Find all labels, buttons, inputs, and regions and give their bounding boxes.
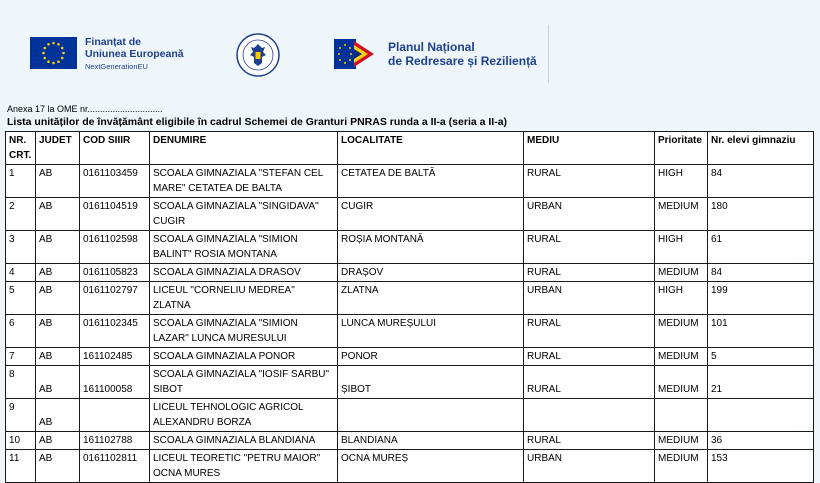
table-row (6, 282, 814, 315)
schools-table (5, 131, 814, 483)
cell-denumire: LICEUL "CORNELIU MEDREA" ZLATNA (150, 282, 338, 315)
cell-judet: AB (36, 165, 80, 198)
table-row (6, 366, 814, 399)
cell-judet: AB (36, 231, 80, 264)
cell-localitate: ROȘIA MONTANĂ (338, 231, 524, 264)
cell-judet: AB (36, 399, 80, 432)
cell-localitate: DRAȘOV (338, 264, 524, 282)
cell-elevi: 5 (708, 348, 814, 366)
cell-mediu: RURAL (524, 432, 655, 450)
cell-localitate: PONOR (338, 348, 524, 366)
cell-elevi: 36 (708, 432, 814, 450)
cell-localitate: CETATEA DE BALTĂ (338, 165, 524, 198)
cell-denumire: SCOALA GIMNAZIALA "STEFAN CEL MARE" CETATEA DE BALTA (150, 165, 338, 198)
cell-judet: AB (36, 450, 80, 483)
cell-localitate: CUGIR (338, 198, 524, 231)
cell-judet: AB (36, 264, 80, 282)
table-row (6, 315, 814, 348)
cell-denumire: LICEUL TEHNOLOGIC AGRICOL ALEXANDRU BORZA (150, 399, 338, 432)
cell-cod: 0161103459 (80, 165, 150, 198)
cell-elevi: 84 (708, 165, 814, 198)
cell-cod: 0161102797 (80, 282, 150, 315)
cell-mediu: RURAL (524, 348, 655, 366)
header-judet: JUDET (36, 132, 80, 165)
header-mediu: MEDIU (524, 132, 655, 165)
document-header (0, 0, 820, 100)
cell-denumire: SCOALA GIMNAZIALA "SINGIDAVA" CUGIR (150, 198, 338, 231)
cell-elevi: 21 (708, 366, 814, 399)
cell-nr: 9 (6, 399, 36, 432)
cell-cod: 0161105823 (80, 264, 150, 282)
cell-localitate: OCNA MUREȘ (338, 450, 524, 483)
cell-localitate: LUNCA MUREȘULUI (338, 315, 524, 348)
table-row (6, 432, 814, 450)
table-row (6, 198, 814, 231)
cell-judet: AB (36, 366, 80, 399)
cell-nr: 8 (6, 366, 36, 399)
table-row (6, 450, 814, 483)
cell-mediu: RURAL (524, 264, 655, 282)
cell-nr: 7 (6, 348, 36, 366)
cell-elevi: 61 (708, 231, 814, 264)
cell-elevi: 153 (708, 450, 814, 483)
cell-mediu: URBAN (524, 450, 655, 483)
cell-cod: 0161102811 (80, 450, 150, 483)
romanian-government-seal-icon (236, 33, 280, 77)
eu-funding-line-2: Uniunea Europeană (85, 48, 184, 60)
pnrr-line-2: de Redresare și Reziliență (388, 54, 537, 68)
cell-localitate: BLANDIANA (338, 432, 524, 450)
pnrr-label (388, 40, 558, 68)
header-denumire: DENUMIRE (150, 132, 338, 165)
cell-mediu: URBAN (524, 198, 655, 231)
document-title: Lista unităților de învățământ eligibile în cadrul Schemei de Granturi PNRAS runda a II-a (seria a II-a) (7, 116, 508, 128)
eu-funding-line-1: Finanțat de (85, 36, 142, 48)
header-divider (548, 25, 549, 83)
cell-judet: AB (36, 315, 80, 348)
cell-elevi: 84 (708, 264, 814, 282)
cell-elevi (708, 399, 814, 432)
pnrr-logo-icon (334, 39, 382, 69)
cell-mediu: RURAL (524, 165, 655, 198)
cell-judet: AB (36, 348, 80, 366)
cell-nr: 6 (6, 315, 36, 348)
cell-nr: 11 (6, 450, 36, 483)
cell-judet: AB (36, 432, 80, 450)
eu-flag-icon (30, 37, 77, 69)
header-nr: NR. CRT. (6, 132, 36, 165)
cell-mediu: RURAL (524, 366, 655, 399)
cell-mediu: RURAL (524, 231, 655, 264)
table-row (6, 231, 814, 264)
cell-cod: 161102788 (80, 432, 150, 450)
table-header-row (6, 132, 814, 165)
table-row (6, 264, 814, 282)
annex-reference: Anexa 17 la OME nr.............................. (7, 104, 163, 114)
cell-nr: 3 (6, 231, 36, 264)
cell-nr: 5 (6, 282, 36, 315)
eu-funding-line-3: NextGenerationEU (85, 62, 148, 71)
cell-mediu (524, 399, 655, 432)
cell-judet: AB (36, 282, 80, 315)
cell-elevi: 199 (708, 282, 814, 315)
table-row (6, 399, 814, 432)
cell-nr: 1 (6, 165, 36, 198)
header-elevi: Nr. elevi gimnaziu (708, 132, 814, 165)
header-cod: COD SIIIR (80, 132, 150, 165)
cell-denumire: SCOALA GIMNAZIALA BLANDIANA (150, 432, 338, 450)
cell-denumire: SCOALA GIMNAZIALA DRASOV (150, 264, 338, 282)
cell-prioritate (655, 399, 708, 432)
cell-prioritate: MEDIUM (655, 315, 708, 348)
cell-cod: 0161102345 (80, 315, 150, 348)
cell-denumire: SCOALA GIMNAZIALA "SIMION LAZAR" LUNCA MURESULUI (150, 315, 338, 348)
cell-localitate (338, 399, 524, 432)
cell-cod: 0161102598 (80, 231, 150, 264)
cell-prioritate: MEDIUM (655, 450, 708, 483)
pnrr-line-1: Planul Național (388, 40, 475, 54)
cell-localitate: ZLATNA (338, 282, 524, 315)
cell-elevi: 101 (708, 315, 814, 348)
cell-cod: 161100058 (80, 366, 150, 399)
cell-prioritate: MEDIUM (655, 366, 708, 399)
header-localitate: LOCALITATE (338, 132, 524, 165)
cell-denumire: SCOALA GIMNAZIALA PONOR (150, 348, 338, 366)
cell-nr: 2 (6, 198, 36, 231)
cell-mediu: RURAL (524, 315, 655, 348)
cell-prioritate: MEDIUM (655, 348, 708, 366)
cell-nr: 10 (6, 432, 36, 450)
cell-prioritate: MEDIUM (655, 264, 708, 282)
cell-judet: AB (36, 198, 80, 231)
cell-prioritate: MEDIUM (655, 198, 708, 231)
cell-denumire: SCOALA GIMNAZIALA "SIMION BALINT" ROSIA MONTANA (150, 231, 338, 264)
cell-nr: 4 (6, 264, 36, 282)
cell-cod (80, 399, 150, 432)
cell-localitate: ȘIBOT (338, 366, 524, 399)
eu-funding-label (85, 36, 215, 73)
table-row (6, 348, 814, 366)
table-row (6, 165, 814, 198)
cell-prioritate: MEDIUM (655, 432, 708, 450)
cell-mediu: URBAN (524, 282, 655, 315)
cell-elevi: 180 (708, 198, 814, 231)
header-prioritate: Prioritate (655, 132, 708, 165)
cell-cod: 161102485 (80, 348, 150, 366)
cell-prioritate: HIGH (655, 231, 708, 264)
cell-cod: 0161104519 (80, 198, 150, 231)
cell-prioritate: HIGH (655, 165, 708, 198)
cell-denumire: LICEUL TEORETIC "PETRU MAIOR" OCNA MURES (150, 450, 338, 483)
cell-prioritate: HIGH (655, 282, 708, 315)
cell-denumire: SCOALA GIMNAZIALA "IOSIF SARBU" SIBOT (150, 366, 338, 399)
